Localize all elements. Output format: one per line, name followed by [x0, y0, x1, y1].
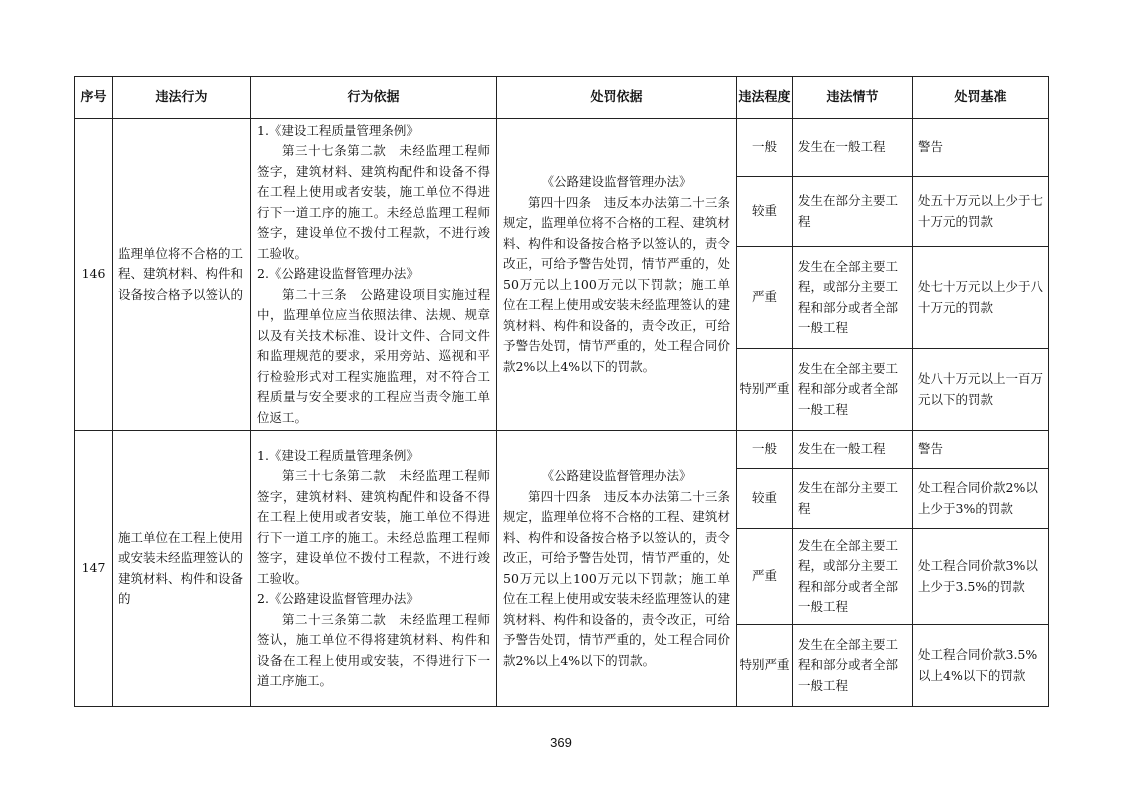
- standard-cell: 处工程合同价款3.5%以上4%以下的罚款: [913, 625, 1049, 707]
- header-circumstance: 违法情节: [793, 77, 913, 119]
- basis-para: 1.《建设工程质量管理条例》: [257, 122, 419, 138]
- circumstance-cell: 发生在全部主要工程和部分或者全部一般工程: [793, 349, 913, 431]
- page-number: 369: [550, 735, 572, 750]
- standard-cell: 处八十万元以上一百万元以下的罚款: [913, 349, 1049, 431]
- degree-cell: 较重: [737, 177, 793, 247]
- circumstance-cell: 发生在全部主要工程，或部分主要工程和部分或者全部一般工程: [793, 247, 913, 349]
- penalty-basis-para: 第四十四条 违反本办法第二十三条规定，监理单位将不合格的工程、建筑材料、构件和设备按合格予以签认的，责令改正，可给予警告处罚，情节严重的，处50万元以上100万元以下罚款；施工单位在工程上使用或安装未经监理签认的建筑材料、构件和设备的，责令改正，可给予警告处罚，情节严重的，处工程合同价款2%以上4%以下的罚款。: [503, 488, 730, 668]
- penalty-basis-para: 《公路建设监督管理办法》: [541, 174, 692, 189]
- basis-para: 2.《公路建设监督管理办法》: [257, 266, 419, 282]
- row-basis: [251, 119, 497, 431]
- header-row: [75, 77, 1049, 119]
- header-behavior: 违法行为: [113, 77, 251, 119]
- row-penalty-basis: [497, 119, 737, 431]
- basis-para: 第三十七条第二款 未经监理工程师签字，建筑材料、建筑构配件和设备不得在工程上使用或者安装，施工单位不得进行下一道工序的施工。未经总监理工程师签字，建设单位不拨付工程款，不进行竣工验收。: [257, 468, 490, 586]
- degree-cell: 较重: [737, 469, 793, 529]
- standard-cell: 警告: [913, 119, 1049, 177]
- circumstance-cell: 发生在部分主要工程: [793, 177, 913, 247]
- table-row: [75, 119, 1049, 177]
- basis-para: 1.《建设工程质量管理条例》: [257, 447, 419, 463]
- standard-cell: 警告: [913, 431, 1049, 469]
- penalty-table: [74, 76, 1049, 707]
- header-seq: 序号: [75, 77, 113, 119]
- basis-para: 第二十三条第二款 未经监理工程师签认，施工单位不得将建筑材料、构件和设备在工程上使用或安装，不得进行下一道工序施工。: [257, 611, 490, 688]
- header-standard: 处罚基准: [913, 77, 1049, 119]
- circumstance-cell: 发生在全部主要工程，或部分主要工程和部分或者全部一般工程: [793, 529, 913, 625]
- degree-cell: 特别严重: [737, 349, 793, 431]
- table-row: [75, 431, 1049, 469]
- degree-cell: 严重: [737, 529, 793, 625]
- row-seq: 146: [75, 119, 113, 431]
- header-degree: 违法程度: [737, 77, 793, 119]
- circumstance-cell: 发生在一般工程: [793, 119, 913, 177]
- row-basis: [251, 431, 497, 707]
- standard-cell: 处工程合同价款3%以上少于3.5%的罚款: [913, 529, 1049, 625]
- row-behavior: 监理单位将不合格的工程、建筑材料、构件和设备按合格予以签认的: [113, 119, 251, 431]
- header-penalty-basis: 处罚依据: [497, 77, 737, 119]
- basis-para: 2.《公路建设监督管理办法》: [257, 591, 419, 606]
- degree-cell: 一般: [737, 119, 793, 177]
- degree-cell: 一般: [737, 431, 793, 469]
- circumstance-cell: 发生在一般工程: [793, 431, 913, 469]
- degree-cell: 特别严重: [737, 625, 793, 707]
- basis-para: 第二十三条 公路建设项目实施过程中，监理单位应当依照法律、法规、规章以及有关技术标准、设计文件、合同文件和监理规范的要求，采用旁站、巡视和平行检验形式对工程实施监理，对不符合工程质量与安全要求的工程应当责令施工单位返工。: [257, 286, 490, 425]
- circumstance-cell: 发生在部分主要工程: [793, 469, 913, 529]
- circumstance-cell: 发生在全部主要工程和部分或者全部一般工程: [793, 625, 913, 707]
- standard-cell: 处五十万元以上少于七十万元的罚款: [913, 177, 1049, 247]
- standard-cell: 处七十万元以上少于八十万元的罚款: [913, 247, 1049, 349]
- row-behavior: 施工单位在工程上使用或安装未经监理签认的建筑材料、构件和设备的: [113, 431, 251, 707]
- penalty-basis-para: 《公路建设监督管理办法》: [541, 468, 692, 483]
- basis-para: 第三十七条第二款 未经监理工程师签字，建筑材料、建筑构配件和设备不得在工程上使用或者安装，施工单位不得进行下一道工序的施工。未经总监理工程师签字，建设单位不拨付工程款，不进行竣工验收。: [257, 143, 490, 261]
- standard-cell: 处工程合同价款2%以上少于3%的罚款: [913, 469, 1049, 529]
- row-penalty-basis: [497, 431, 737, 707]
- header-basis: 行为依据: [251, 77, 497, 119]
- degree-cell: 严重: [737, 247, 793, 349]
- penalty-basis-para: 第四十四条 违反本办法第二十三条规定，监理单位将不合格的工程、建筑材料、构件和设备按合格予以签认的，责令改正，可给予警告处罚，情节严重的，处50万元以上100万元以下罚款；施工单位在工程上使用或安装未经监理签认的建筑材料、构件和设备的，责令改正，可给予警告处罚，情节严重的，处工程合同价款2%以上4%以下的罚款。: [503, 194, 730, 374]
- row-seq: 147: [75, 431, 113, 707]
